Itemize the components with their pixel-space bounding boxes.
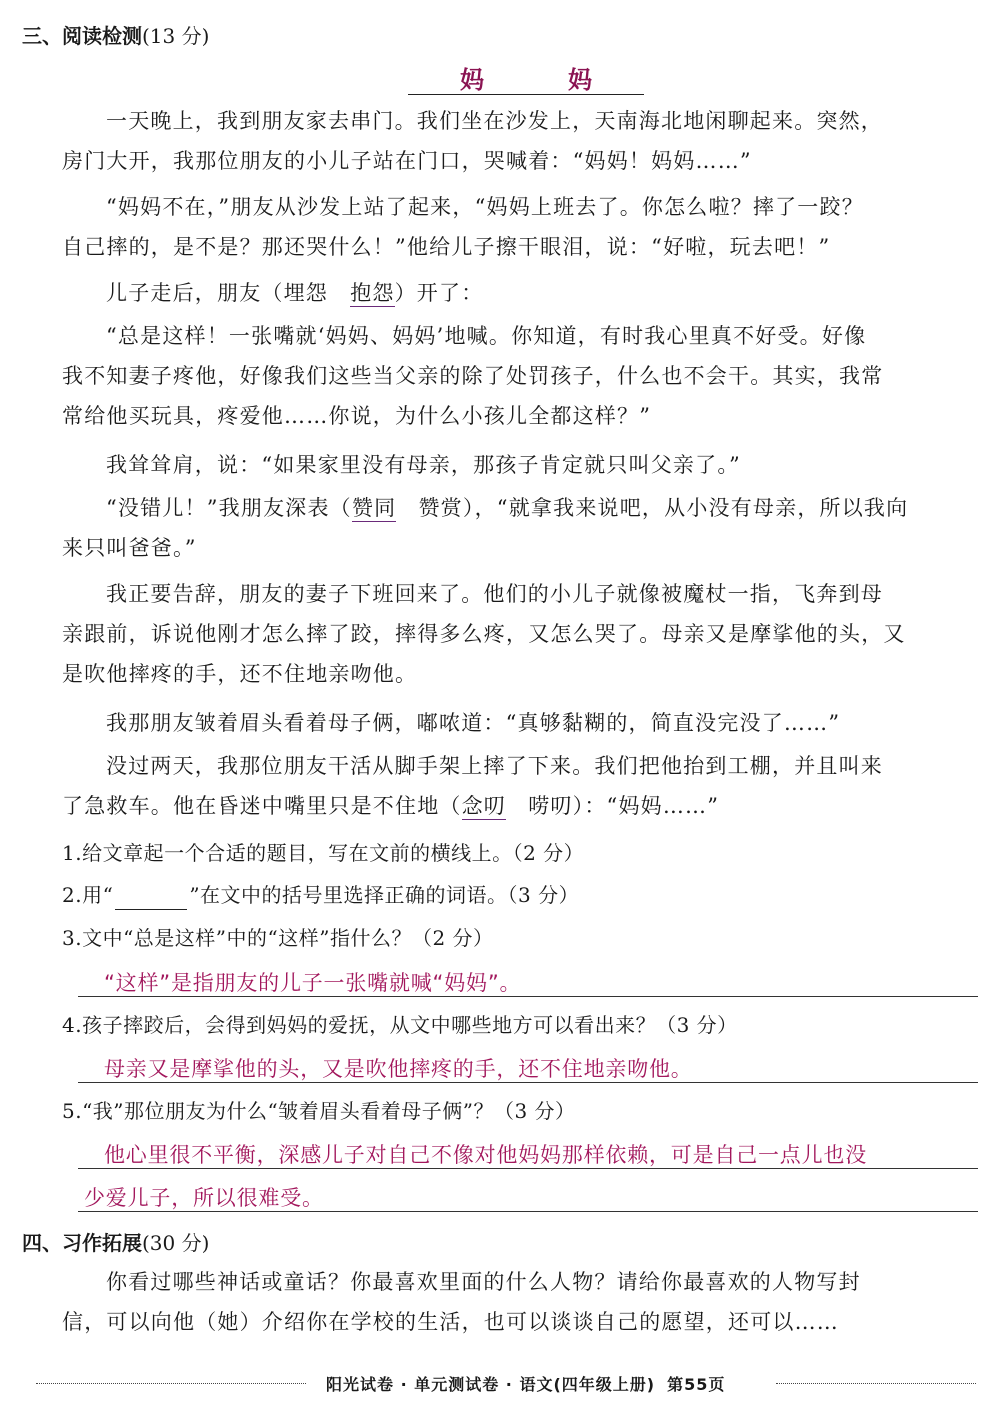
text-segment: 唠叨）：“妈妈……” xyxy=(506,794,720,818)
answer-5-line-2: 少爱儿子，所以很难受。 xyxy=(84,1186,324,1210)
story-paragraph xyxy=(62,746,980,826)
footer-dotted-line xyxy=(776,1383,976,1384)
story-paragraph xyxy=(62,273,980,313)
text-line: “妈妈不在，”朋友从沙发上站了起来，“妈妈上班去了。你怎么啦？摔了一跤？ xyxy=(106,195,864,219)
title-underline xyxy=(408,94,644,95)
text-line: 常给他买玩具，疼爱他……你说，为什么小孩儿全都这样？” xyxy=(62,404,652,428)
text-line xyxy=(62,488,980,528)
answer-4: 母亲又是摩挲他的头，又是吹他摔疼的手，还不住地亲吻他。 xyxy=(104,1057,693,1081)
text-line: 信，可以向他（她）介绍你在学校的生活，也可以谈谈自己的愿望，还可以…… xyxy=(62,1310,839,1334)
story-paragraph xyxy=(62,445,980,485)
answer-line xyxy=(78,996,978,997)
answer-line xyxy=(78,1082,978,1083)
footer-series: 阳光试卷 · 单元测试卷 · 语文(四年级上册) xyxy=(326,1375,656,1394)
question-5: 5.“我”那位朋友为什么“皱着眉头看着母子俩”？（3 分） xyxy=(62,1099,576,1123)
section-3-title: 三、阅读检测 xyxy=(22,24,142,48)
text-line: 我耸耸肩，说：“如果家里没有母亲，那孩子肯定就只叫父亲了。” xyxy=(106,453,741,477)
footer-dotted-line xyxy=(36,1383,306,1384)
text-line: 来只叫爸爸。” xyxy=(62,536,197,560)
text-segment: 儿子走后，朋友（埋怨 xyxy=(106,281,351,305)
text-line: 我正要告辞，朋友的妻子下班回来了。他们的小儿子就像被魔杖一指，飞奔到母 xyxy=(106,582,883,606)
story-title: 妈 妈 xyxy=(460,66,622,94)
text-line xyxy=(62,786,980,826)
question-3: 3.文中“总是这样”中的“这样”指什么？（2 分） xyxy=(62,926,494,950)
footer-text xyxy=(326,1372,725,1395)
text-segment: 2.用“ xyxy=(62,883,114,907)
writing-prompt xyxy=(62,1262,980,1342)
story-paragraph xyxy=(62,187,980,267)
text-line: 你看过哪些神话或童话？你最喜欢里面的什么人物？请给你最喜欢的人物写封 xyxy=(106,1270,861,1294)
story-paragraph xyxy=(62,101,980,181)
answer-5-line-1: 他心里很不平衡，深感儿子对自己不像对他妈妈那样依赖，可是自己一点儿也没 xyxy=(104,1143,867,1167)
story-paragraph xyxy=(62,488,980,568)
text-line: 没过两天，我那位朋友干活从脚手架上摔了下来。我们把他抬到工棚，并且叫来 xyxy=(106,754,883,778)
text-segment: ”在文中的括号里选择正确的词语。（3 分） xyxy=(189,883,580,907)
section-4-title: 四、习作拓展 xyxy=(22,1231,142,1255)
text-segment: 了急救车。他在昏迷中嘴里只是不住地（ xyxy=(62,794,462,818)
answer-3: “这样”是指朋友的儿子一张嘴就喊“妈妈”。 xyxy=(104,971,522,995)
section-4-heading xyxy=(22,1227,209,1256)
section-3-points: (13 分) xyxy=(142,24,210,48)
text-line: 自己摔的，是不是？那还哭什么！”他给儿子擦干眼泪，说：“好啦，玩去吧！” xyxy=(62,235,831,259)
text-line: 我不知妻子疼他，好像我们这些当父亲的除了处罚孩子，什么也不会干。其实，我常 xyxy=(62,364,884,388)
story-paragraph xyxy=(62,316,980,436)
page-number: 第55页 xyxy=(667,1375,726,1394)
text-line: 是吹他摔疼的手，还不住地亲吻他。 xyxy=(62,662,418,686)
text-segment: “没错儿！”我朋友深表（ xyxy=(106,496,352,520)
text-line: 房门大开，我那位朋友的小儿子站在门口，哭喊着：“妈妈！妈妈……” xyxy=(62,149,752,173)
section-3-heading xyxy=(22,20,209,49)
text-line: “总是这样！一张嘴就‘妈妈、妈妈’地喊。你知道，有时我心里真不好受。好像 xyxy=(106,324,867,348)
chosen-word: 念叨 xyxy=(461,794,507,818)
section-4-points: (30 分) xyxy=(142,1231,210,1255)
chosen-word: 赞同 xyxy=(351,496,397,520)
text-line: 亲跟前，诉说他刚才怎么摔了跤，摔得多么疼，又怎么哭了。母亲又是摩挲他的头，又 xyxy=(62,622,906,646)
text-line: 我那朋友皱着眉头看着母子俩，嘟哝道：“真够黏糊的，简直没完没了……” xyxy=(106,711,841,735)
question-2 xyxy=(62,880,579,910)
text-segment: 赞赏），“就拿我来说吧，从小没有母亲，所以我向 xyxy=(396,496,909,520)
question-1: 1.给文章起一个合适的题目，写在文前的横线上。（2 分） xyxy=(62,841,585,865)
answer-blank xyxy=(115,887,187,910)
page-footer xyxy=(36,1372,976,1396)
text-line: 一天晚上，我到朋友家去串门。我们坐在沙发上，天南海北地闲聊起来。突然， xyxy=(106,109,883,133)
answer-line xyxy=(78,1168,978,1169)
chosen-word: 抱怨 xyxy=(350,281,395,305)
answer-line xyxy=(78,1211,978,1212)
question-4: 4.孩子摔跤后，会得到妈妈的爱抚，从文中哪些地方可以看出来？（3 分） xyxy=(62,1013,738,1037)
text-segment: ）开了： xyxy=(394,281,484,305)
text-line xyxy=(62,273,980,313)
story-paragraph xyxy=(62,703,980,743)
story-paragraph xyxy=(62,574,980,694)
